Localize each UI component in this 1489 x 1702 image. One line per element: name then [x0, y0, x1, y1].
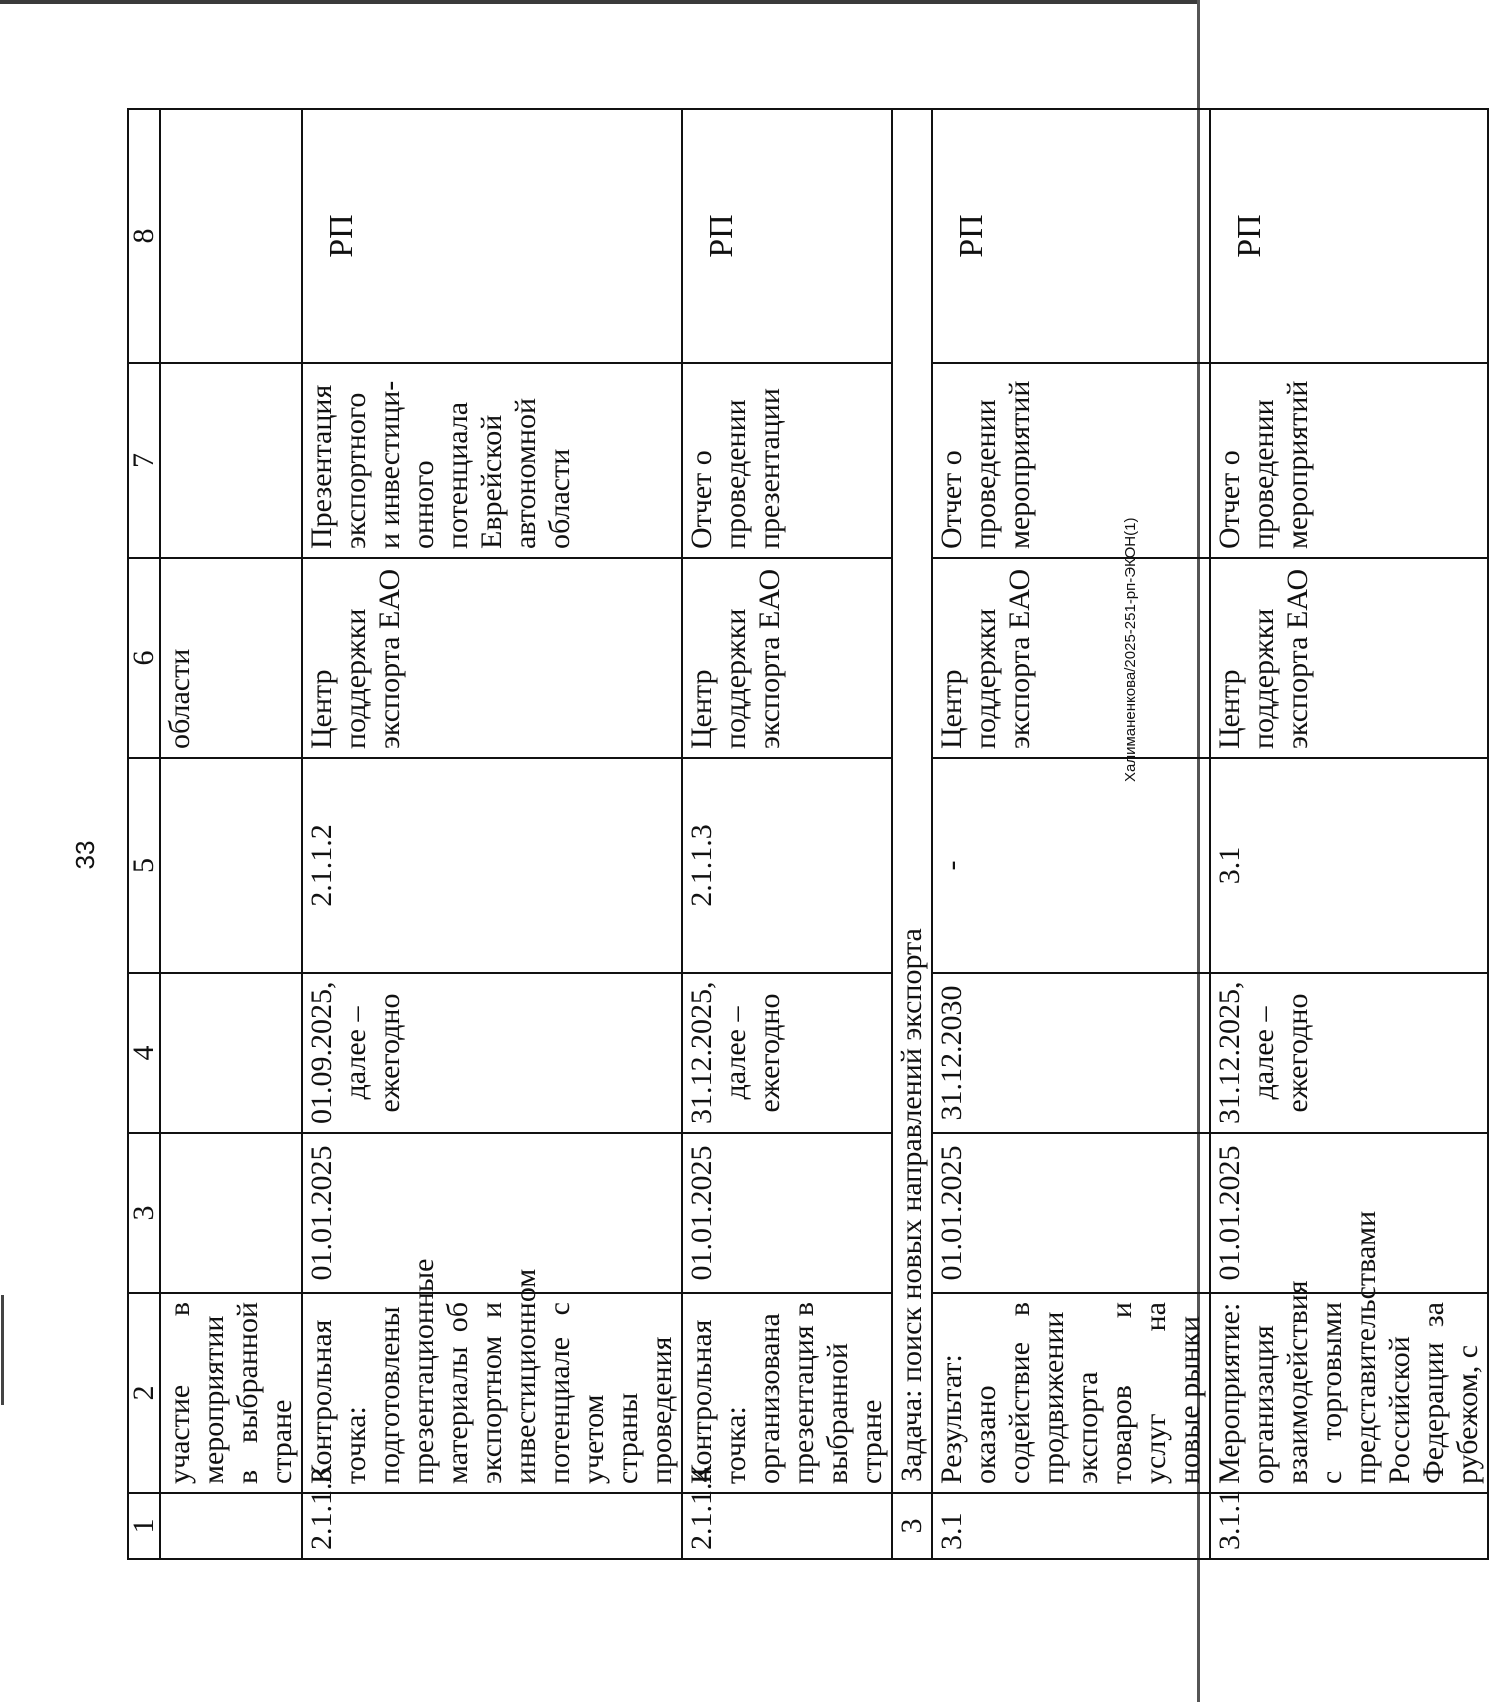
column-number: 7 [128, 363, 160, 558]
row-level: РП [682, 109, 892, 363]
row-result-type: Отчет о проведении мероприятий [1210, 363, 1488, 558]
column-number: 2 [128, 1293, 160, 1493]
column-number: 5 [128, 758, 160, 973]
row-start-date: 01.01.2025 [302, 1133, 682, 1293]
row-number: 2.1.1.4 [682, 1493, 892, 1559]
row-number [160, 1493, 302, 1559]
row-end-date: 31.12.2025, далее – ежегодно [1210, 973, 1488, 1133]
row-level: РП [1210, 109, 1488, 363]
column-number-row [128, 109, 160, 1559]
table-row [932, 109, 1210, 1559]
row-number: 3.1 [932, 1493, 1210, 1559]
row-start-date: 01.01.2025 [682, 1133, 892, 1293]
scan-mark-left [1, 1295, 4, 1405]
column-number: 3 [128, 1133, 160, 1293]
task-title: Задача: поиск новых направлений экспорта [892, 109, 932, 1493]
row-predecessor: 3.1 [1210, 758, 1488, 973]
row-end-date: 31.12.2025, далее – ежегодно [682, 973, 892, 1133]
column-number: 6 [128, 558, 160, 758]
page-number: 33 [70, 840, 100, 870]
table-row [302, 109, 682, 1559]
task-row [892, 109, 932, 1559]
column-number: 8 [128, 109, 160, 363]
row-description: Контрольная точка: подготовлены презентационные материалы об экспортном и инвестиционном потенциале с учетом страны проведения [302, 1293, 682, 1493]
row-level: РП [932, 109, 1210, 363]
table-row [1210, 109, 1488, 1559]
row-description: Мероприятие: организация взаимодействия с торговыми представительствами Российской Федерации за рубежом, с [1210, 1293, 1488, 1493]
row-level: РП [302, 109, 682, 363]
row-description: Контрольная точка: организована презентация в выбранной стране [682, 1293, 892, 1493]
row-responsible: области [160, 558, 302, 758]
row-end-date: 31.12.2030 [932, 973, 1210, 1133]
row-result-type: Презентация экспортного и инвестици-онного потенциала Еврейской автономной области [302, 363, 682, 558]
row-responsible: Центр поддержки экспорта ЕАО [932, 558, 1210, 758]
row-predecessor [160, 758, 302, 973]
row-end-date [160, 973, 302, 1133]
document-id: Халиманенкова/2025-251-рп-ЭКОН(1) [1122, 517, 1139, 783]
row-result-type [160, 363, 302, 558]
row-result-type: Отчет о проведении презентации [682, 363, 892, 558]
row-number: 2.1.1.3 [302, 1493, 682, 1559]
row-start-date: 01.01.2025 [1210, 1133, 1488, 1293]
row-end-date: 01.09.2025, далее – ежегодно [302, 973, 682, 1133]
row-start-date: 01.01.2025 [932, 1133, 1210, 1293]
row-number: 3.1.1 [1210, 1493, 1488, 1559]
scan-edge-top [0, 0, 1200, 4]
row-level [160, 109, 302, 363]
table-row [160, 109, 302, 1559]
task-number: 3 [892, 1493, 932, 1559]
row-predecessor: 2.1.1.3 [682, 758, 892, 973]
row-responsible: Центр поддержки экспорта ЕАО [302, 558, 682, 758]
row-start-date [160, 1133, 302, 1293]
row-responsible: Центр поддержки экспорта ЕАО [682, 558, 892, 758]
table-row [682, 109, 892, 1559]
row-description: Результат: оказано содействие в продвижении экспорта товаров и услуг на новые рынки [932, 1293, 1210, 1493]
column-number: 1 [128, 1493, 160, 1559]
row-result-type: Отчет о проведении мероприятий [932, 363, 1210, 558]
row-description: участие в мероприятии в выбранной стране [160, 1293, 302, 1493]
plan-table [127, 108, 1489, 1560]
row-responsible: Центр поддержки экспорта ЕАО [1210, 558, 1488, 758]
row-predecessor: - [932, 758, 1210, 973]
row-predecessor: 2.1.1.2 [302, 758, 682, 973]
column-number: 4 [128, 973, 160, 1133]
